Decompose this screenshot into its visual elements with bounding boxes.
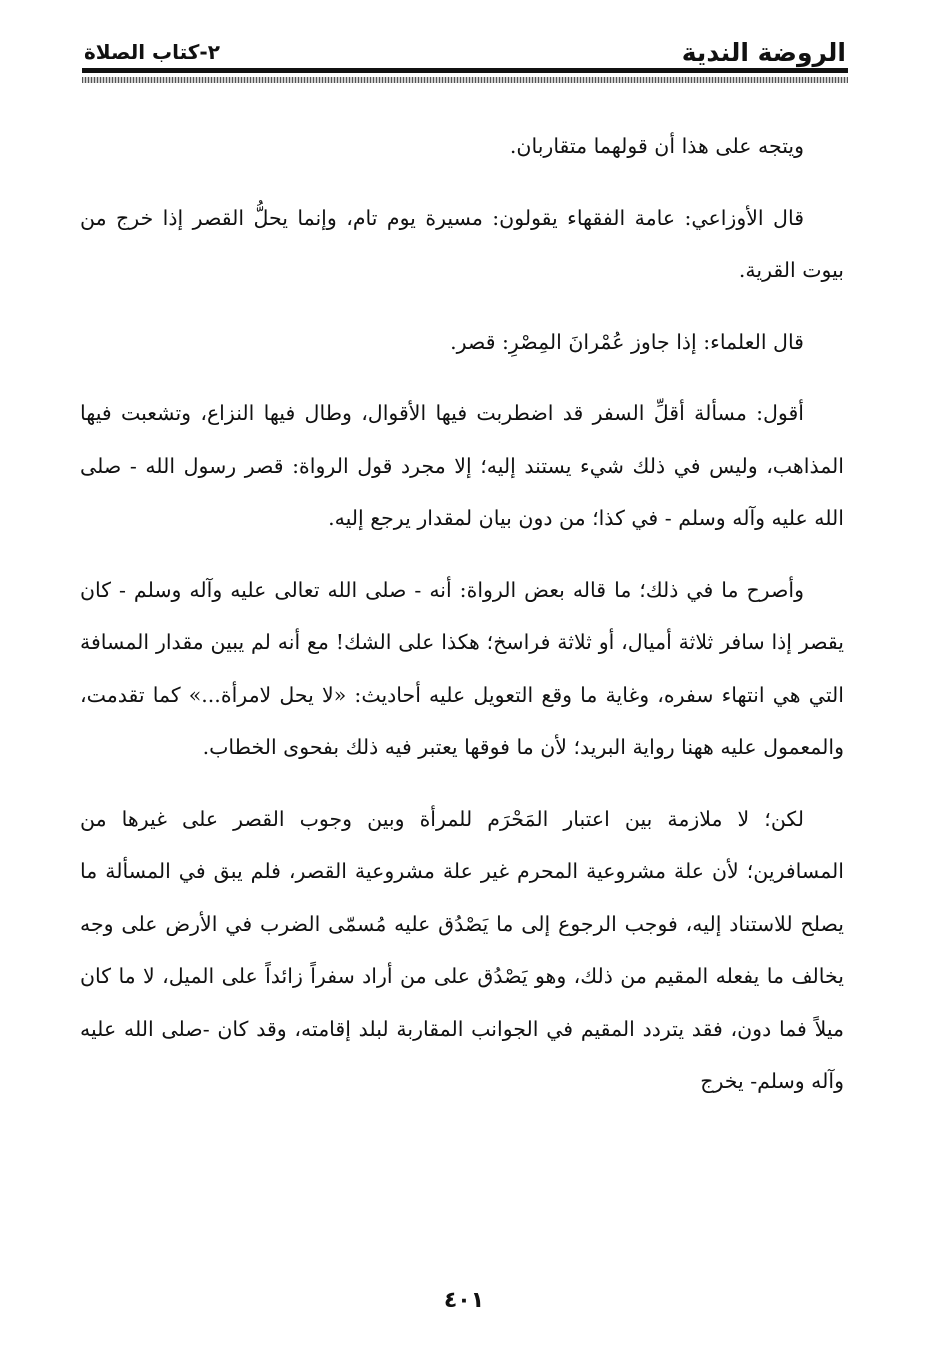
paragraph-3: قال العلماء: إذا جاوز عُمْرانَ المِصْرِ: قصر. — [450, 329, 804, 354]
header-rule — [82, 68, 848, 73]
paragraph-6: لكن؛ لا ملازمة بين اعتبار المَحْرَم للمرأة وبين وجوب القصر على غيرها من المسافرين؛ لأن علة مشروعية المحرم غير علة مشروعية القصر، فلم يبق في المسألة ما يصلح للاستناد إليه، فوجب الرجوع إلى ما يَصْدُق عليه مُسمّى الضرب في الأرض على وجه يخالف ما يفعله المقيم من ذلك، وهو يَصْدُق على من أراد سفراً زائداً على الميل، لا ما كان ميلاً فما دون، فقد يتردد المقيم في الجوانب المقاربة لبلد إقامته، وقد كان -صلى الله عليه وآله وسلم- يخرج — [80, 806, 844, 1093]
paragraph-2: قال الأوزاعي: عامة الفقهاء يقولون: مسيرة يوم تام، وإنما يحلُّ القصر إذا خرج من بيوت القرية. — [80, 205, 844, 282]
page-number: ٤٠١ — [443, 1288, 485, 1313]
paragraph-4: أقول: مسألة أقلِّ السفر قد اضطربت فيها الأقوال، وطال فيها النزاع، وتشعبت فيها المذاهب، وليس في ذلك شيء يستند إليه؛ إلا مجرد قول الرواة: قصر رسول الله - صلى الله عليه وآله وسلم - في كذا؛ من دون بيان لمقدار يرجع إليه. — [80, 401, 844, 530]
book-title: الروضة الندية — [681, 38, 846, 67]
body-text — [80, 120, 844, 1127]
header-rule-hatched — [82, 77, 848, 83]
paragraph-5: وأصرح ما في ذلك؛ ما قاله بعض الرواة: أنه - صلى الله تعالى عليه وآله وسلم - كان يقصر إذا سافر ثلاثة أميال، أو ثلاثة فراسخ؛ هكذا على الشك! مع أنه لم يبين مقدار المسافة التي هي انتهاء سفره، وغاية ما وقع التعويل عليه أحاديث: «لا يحل لامرأة...» كما تقدمت، والمعمول عليه ههنا رواية البريد؛ لأن ما فوقها يعتبر فيه ذلك بفحوى الخطاب. — [80, 577, 844, 759]
paragraph-1: ويتجه على هذا أن قولهما متقاربان. — [509, 134, 804, 158]
chapter-title: ٢-كتاب الصلاة — [84, 40, 220, 64]
